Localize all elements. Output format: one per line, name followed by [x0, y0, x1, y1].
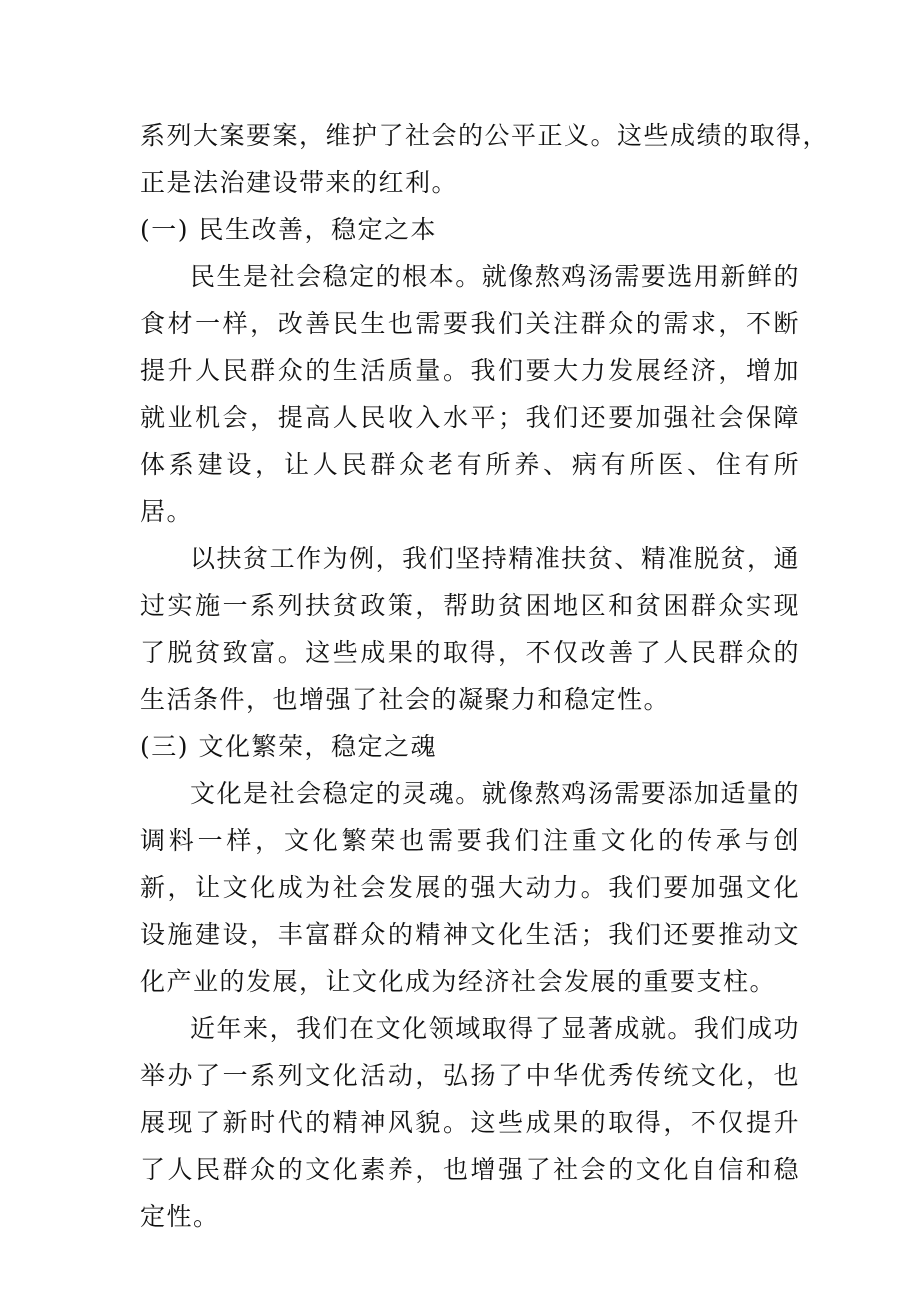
lead-line-2: 正是法治建设带来的红利。: [140, 168, 459, 197]
paragraph-livelihood: 民生是社会稳定的根本。就像熬鸡汤需要选用新鲜的食材一样，改善民生也需要我们关注群众的需求，不断提升人民群众的生活质量。我们要大力发展经济，增加就业机会，提高人民收入水平；我们还要加强社会保障体系建设，让人民群众老有所养、病有所医、住有所居。: [140, 262, 800, 526]
section-heading-livelihood: (一) 民生改善，稳定之本: [140, 215, 437, 244]
lead-paragraph: [140, 112, 830, 206]
document-body: [140, 112, 830, 1240]
paragraph-culture: 文化是社会稳定的灵魂。就像熬鸡汤需要添加适量的调料一样，文化繁荣也需要我们注重文化的传承与创新，让文化成为社会发展的强大动力。我们要加强文化设施建设，丰富群众的精神文化生活；我们还要推动文化产业的发展，让文化成为经济社会发展的重要支柱。: [140, 779, 800, 996]
lead-line-1: 系列大案要案，维护了社会的公平正义。这些成绩的取得，: [140, 121, 830, 150]
paragraph-culture-achievements: 近年来，我们在文化领域取得了显著成就。我们成功举办了一系列文化活动，弘扬了中华优秀传统文化，也展现了新时代的精神风貌。这些成果的取得，不仅提升了人民群众的文化素养，也增强了社会的文化自信和稳定性。: [140, 1014, 800, 1231]
section-heading-culture: (三) 文化繁荣，稳定之魂: [140, 732, 437, 761]
paragraph-poverty-alleviation: 以扶贫工作为例，我们坚持精准扶贫、精准脱贫，通过实施一系列扶贫政策，帮助贫困地区和贫困群众实现了脱贫致富。这些成果的取得，不仅改善了人民群众的生活条件，也增强了社会的凝聚力和稳定性。: [140, 544, 800, 714]
